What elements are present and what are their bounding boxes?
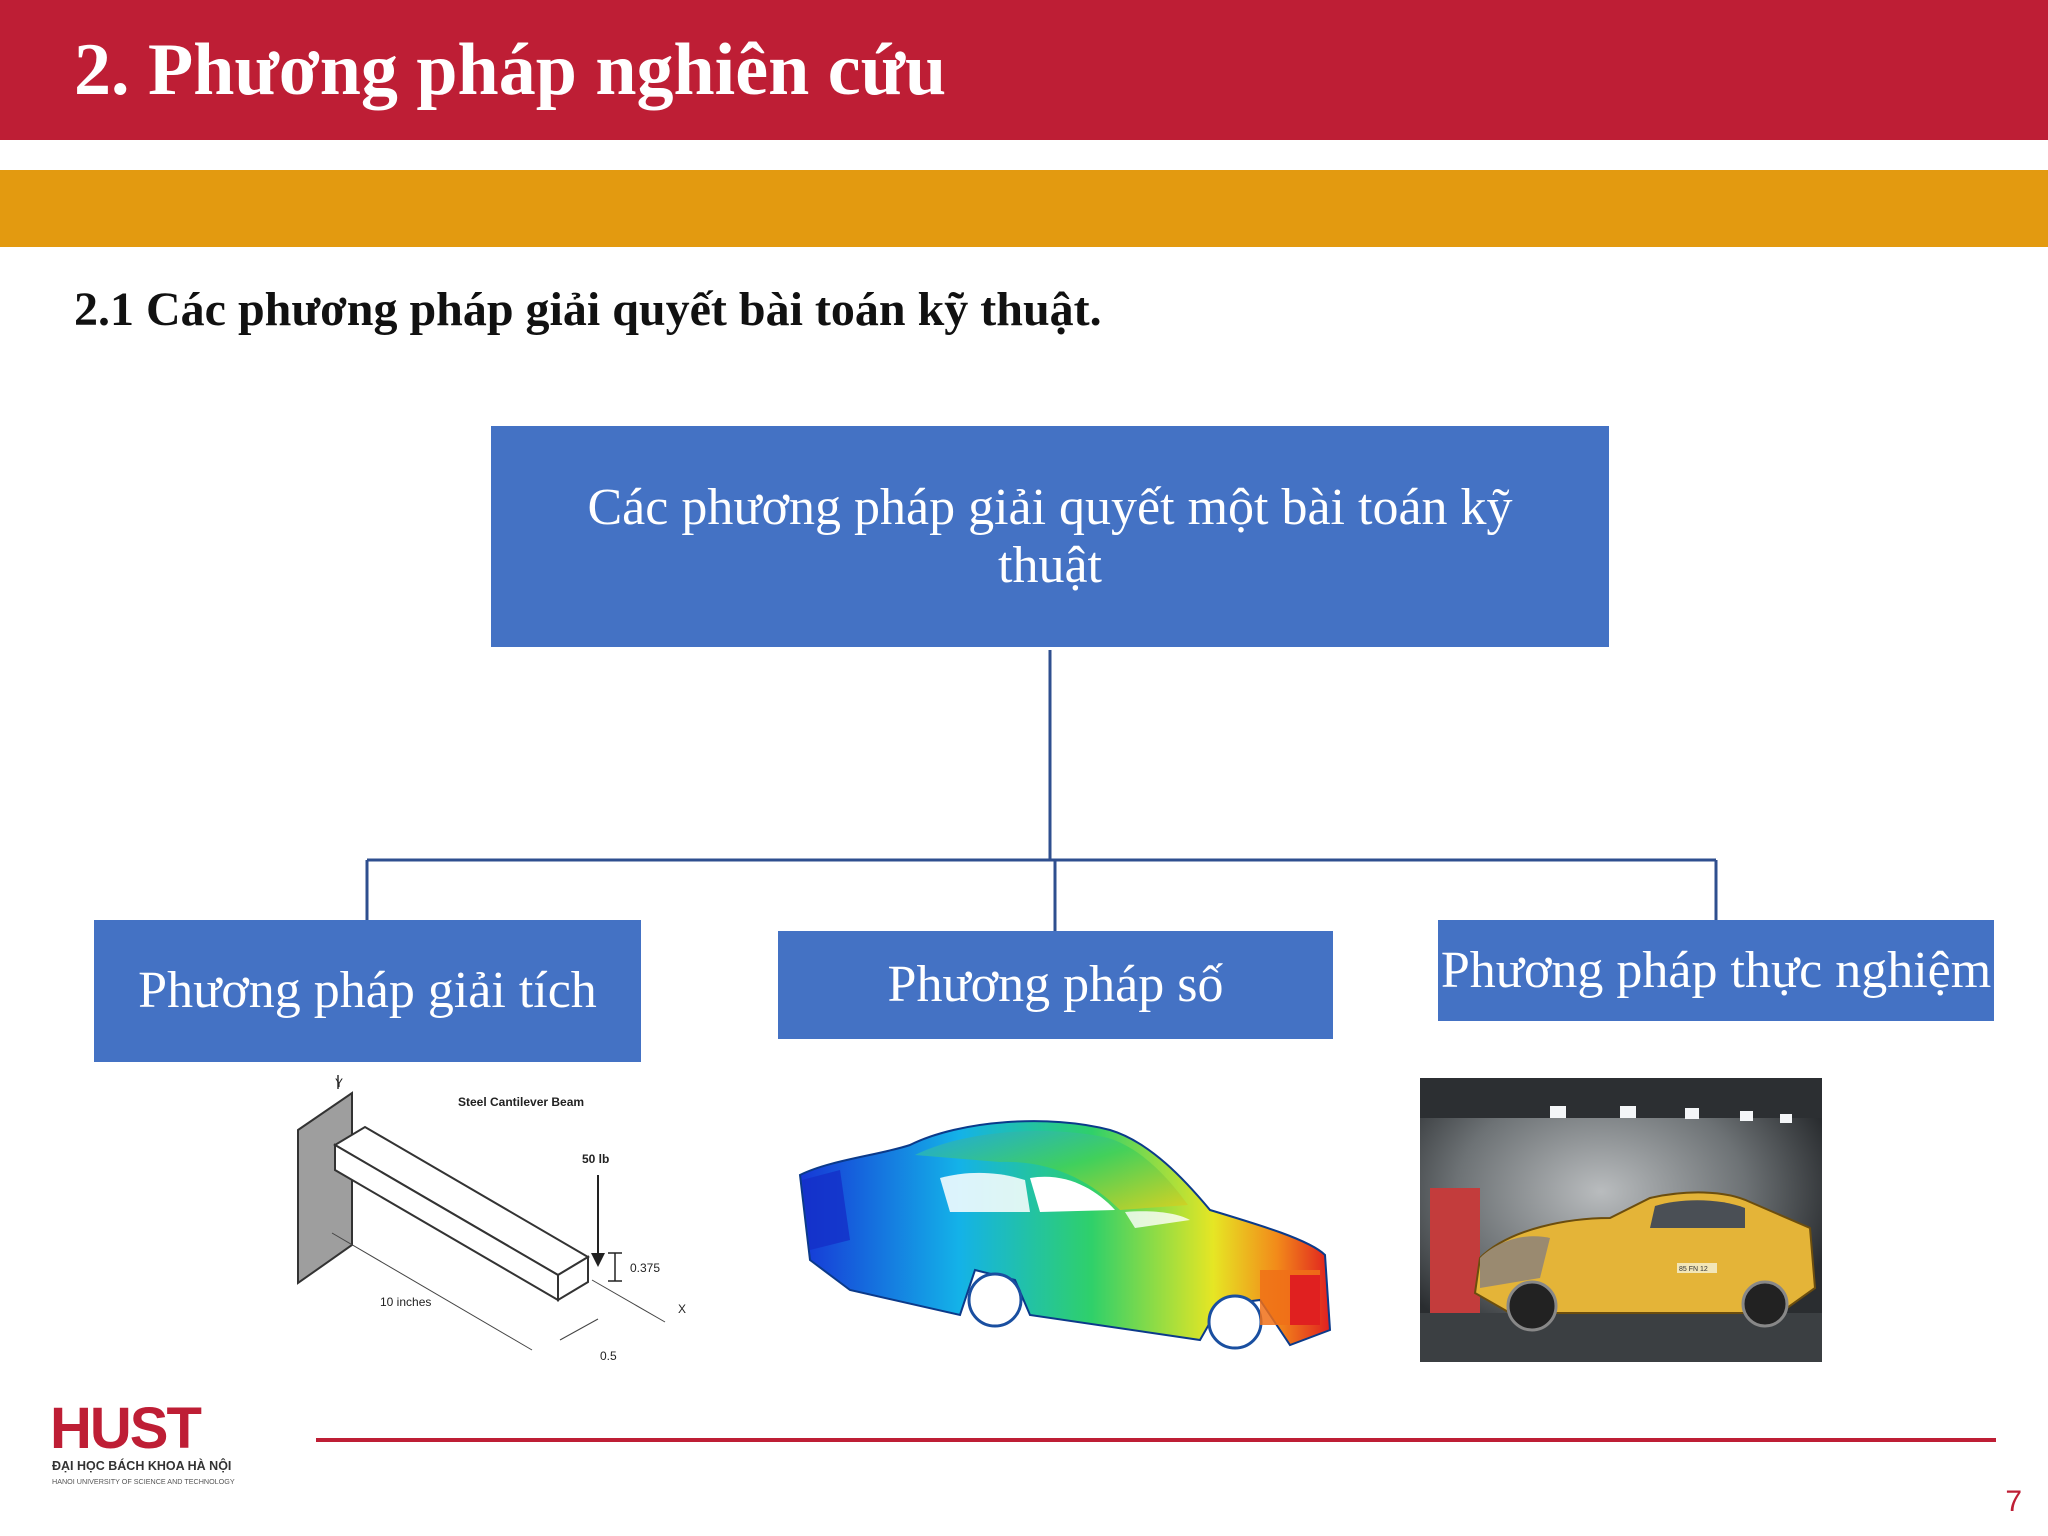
diagram-box-experimental <box>1438 920 1994 1021</box>
cantilever-beam-figure <box>280 1075 720 1375</box>
crash-test-photo <box>1420 1078 1822 1362</box>
hust-logo <box>50 1398 280 1494</box>
svg-text:ĐẠI HỌC BÁCH KHOA HÀ NỘI: ĐẠI HỌC BÁCH KHOA HÀ NỘI <box>52 1459 232 1473</box>
beam-axis-y: Y <box>335 1076 344 1090</box>
beam-height-label: 0.375 <box>630 1261 661 1275</box>
slide-title: 2. Phương pháp nghiên cứu <box>74 29 947 111</box>
footer-line <box>316 1438 1996 1442</box>
diagram-box-analytical <box>94 920 641 1062</box>
car-body-fem-icon <box>790 1100 1340 1370</box>
diagram-root-box <box>491 426 1609 647</box>
beam-width-label: 0.5 <box>600 1349 617 1363</box>
page-number: 7 <box>2005 1485 2022 1518</box>
diagram-box-numerical <box>778 931 1333 1039</box>
section-subtitle: 2.1 Các phương pháp giải quyết bài toán kỹ thuật. <box>74 283 1102 336</box>
diagram-box-label: Phương pháp thực nghiệm <box>1440 941 1992 999</box>
svg-text:HANOI UNIVERSITY OF SCIENCE AN: HANOI UNIVERSITY OF SCIENCE AND TECHNOLOGY <box>52 1477 235 1486</box>
diagram-root-label: Các phương pháp giải quyết một bài toán kỹ thuật <box>587 479 1513 594</box>
svg-text:HUST: HUST <box>50 1398 200 1461</box>
diagram-box-label: Phương pháp số <box>887 956 1224 1014</box>
beam-title: Steel Cantilever Beam <box>458 1095 585 1109</box>
beam-axis-x: X <box>678 1302 687 1316</box>
beam-length-label: 10 inches <box>380 1295 432 1309</box>
crash-plate: 85 FN 12 <box>1679 1266 1708 1273</box>
diagram-box-label: Phương pháp giải tích <box>138 962 597 1020</box>
beam-load-label: 50 lb <box>582 1152 610 1166</box>
